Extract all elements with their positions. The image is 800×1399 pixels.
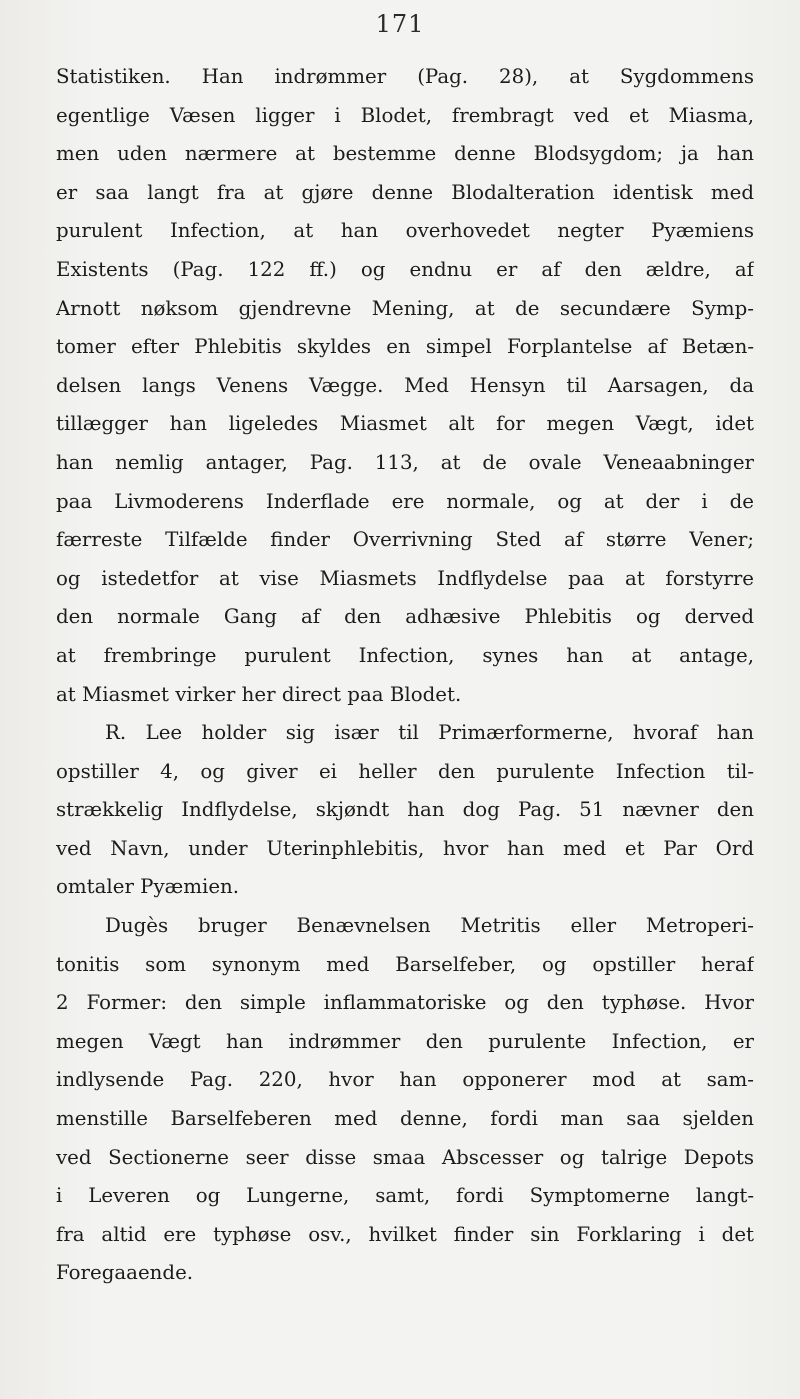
text-line: at Miasmet virker her direct paa Blodet. [56, 682, 462, 706]
text-line: indlysende Pag. 220, hvor han opponerer mod at sam- [56, 1068, 754, 1092]
text-line: 2 Former: den simple inflammatoriske og den typhøse. Hvor [56, 991, 754, 1015]
text-line: tomer efter Phlebitis skyldes en simpel Forplantelse af Betæn- [56, 335, 754, 359]
text-line: opstiller 4, og giver ei heller den purulente Infection til- [56, 759, 754, 783]
text-line: menstille Barselfeberen med denne, fordi man saa sjelden [56, 1107, 754, 1131]
text-line: han nemlig antager, Pag. 113, at de ovale Veneaabninger [56, 450, 754, 474]
text-line: ved Sectionerne seer disse smaa Abscesser og talrige Depots [56, 1145, 754, 1169]
text-line: egentlige Væsen ligger i Blodet, frembragt ved et Miasma, [56, 103, 754, 127]
text-line: paa Livmoderens Inderflade ere normale, og at der i de [56, 489, 754, 513]
text-line: megen Vægt han indrømmer den purulente Infection, er [56, 1029, 754, 1053]
text-line: den normale Gang af den adhæsive Phlebitis og derved [56, 605, 754, 629]
text-line: tonitis som synonym med Barselfeber, og opstiller heraf [56, 952, 754, 976]
paragraph-start-lee: R. Lee holder sig især til Primærformerne, hvoraf han [105, 721, 754, 745]
text-line: at frembringe purulent Infection, synes han at antage, [56, 643, 754, 667]
text-line: delsen langs Venens Vægge. Med Hensyn til Aarsagen, da [56, 373, 754, 397]
text-line: er saa langt fra at gjøre denne Blodalteration identisk med [56, 180, 754, 204]
text-line: færreste Tilfælde finder Overrivning Sted af større Vener; [56, 528, 754, 552]
text-line: Statistiken. Han indrømmer (Pag. 28), at Sygdommens [56, 65, 754, 88]
paragraph-start-duges: Dugès bruger Benævnelsen Metritis eller Metroperi- [105, 914, 754, 938]
text-line: tillægger han ligeledes Miasmet alt for megen Vægt, idet [56, 412, 754, 436]
text-line: og istedetfor at vise Miasmets Indflydelse paa at forstyrre [56, 566, 754, 590]
text-line: Foregaaende. [56, 1261, 194, 1285]
text-line: fra altid ere typhøse osv., hvilket finder sin Forklaring i det [56, 1222, 754, 1246]
text-line: ved Navn, under Uterinphlebitis, hvor han med et Par Ord [56, 836, 754, 860]
text-line: strækkelig Indflydelse, skjøndt han dog Pag. 51 nævner den [56, 798, 754, 822]
page-number: 171 [375, 10, 425, 38]
text-line: men uden nærmere at bestemme denne Blodsygdom; ja han [56, 142, 754, 166]
text-line: Arnott nøksom gjendrevne Mening, at de secundære Symp- [56, 296, 754, 320]
text-line: Existents (Pag. 122 ff.) og endnu er af den ældre, af [56, 257, 754, 281]
text-line: purulent Infection, at han overhovedet negter Pyæmiens [56, 219, 754, 243]
body-text [56, 58, 754, 1293]
text-line: i Leveren og Lungerne, samt, fordi Symptomerne langt- [56, 1184, 754, 1208]
text-line: omtaler Pyæmien. [56, 875, 240, 899]
